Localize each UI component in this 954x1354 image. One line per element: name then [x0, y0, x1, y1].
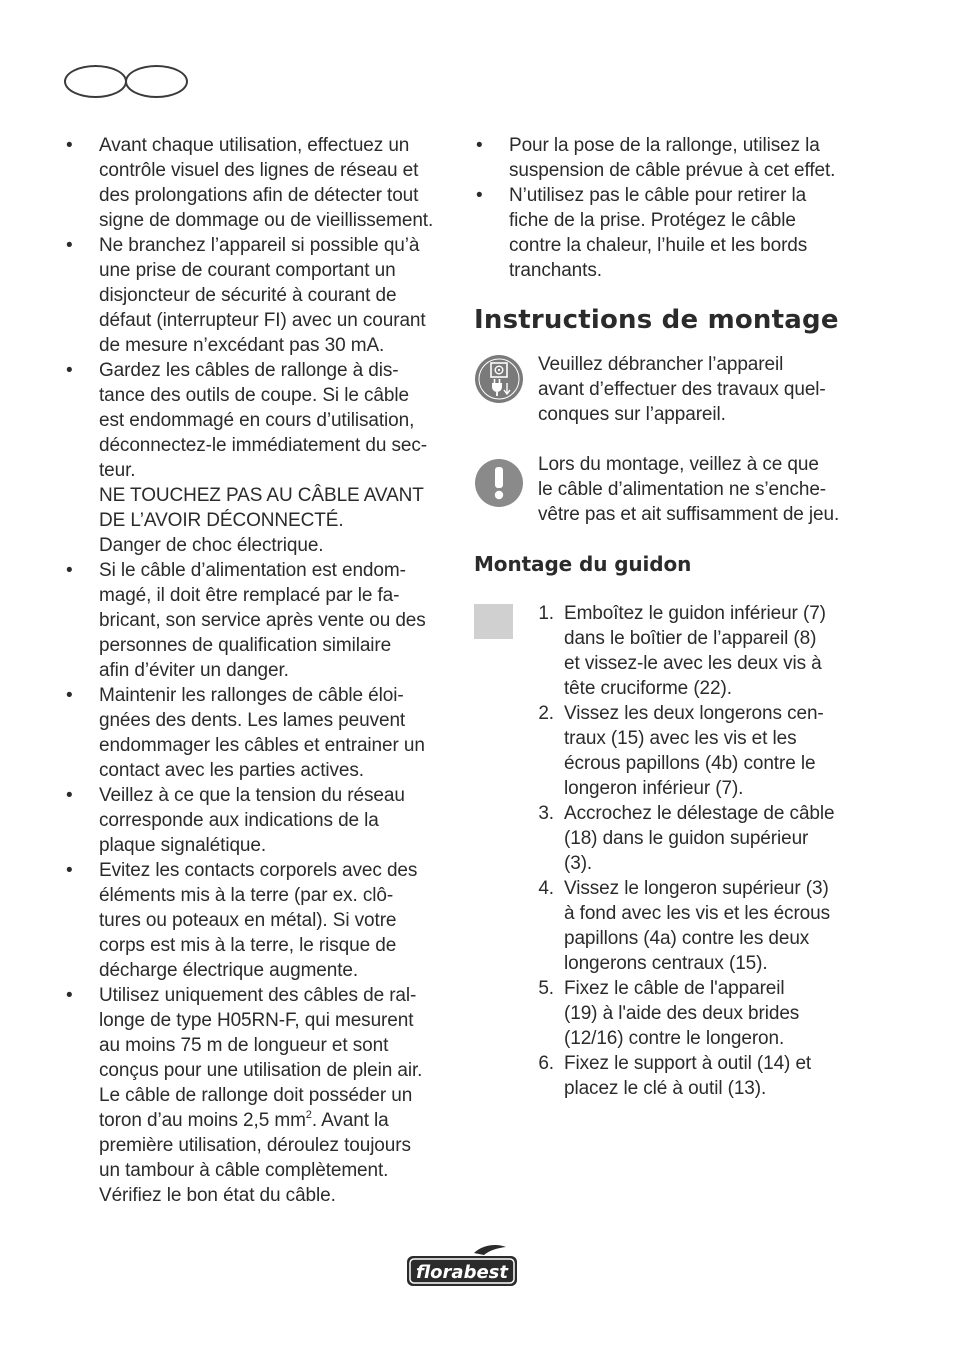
bullet-text-line: contrôle visuel des lignes de réseau et: [99, 160, 419, 181]
bullet-dot: •: [66, 785, 73, 806]
language-badge-left-oval: [64, 65, 127, 98]
left-bullet-item: [64, 683, 454, 783]
language-badge: [64, 65, 188, 98]
bullet-text-line: première utilisation, déroulez toujours: [99, 1135, 411, 1156]
notice-text-line: conques sur l’appareil.: [538, 404, 726, 425]
cable-warning-notice-text: [538, 452, 864, 527]
bullet-text-line: afin d’éviter un danger.: [99, 660, 289, 681]
bullet-text-line: NE TOUCHEZ PAS AU CÂBLE AVANT: [99, 485, 424, 506]
bullet-text-line: un tambour à câble complètement.: [99, 1160, 389, 1181]
bullet-text-line: longe de type H05RN-F, qui mesurent: [99, 1010, 414, 1031]
bullet-dot: •: [476, 185, 483, 206]
bullet-text-line: une prise de courant comportant un: [99, 260, 396, 281]
step-text-line: longerons centraux (15).: [564, 953, 768, 974]
step-text-line: Vissez le longeron supérieur (3): [564, 878, 829, 899]
left-column: [64, 133, 454, 1208]
bullet-text-line: disjoncteur de sécurité à courant de: [99, 285, 397, 306]
bullet-text-line: des prolongations afin de détecter tout: [99, 185, 419, 206]
left-bullet-item: [64, 558, 454, 683]
bullet-dot: •: [66, 360, 73, 381]
step-number: 5.: [538, 978, 554, 999]
step-text-line: à fond avec les vis et les écrous: [564, 903, 831, 924]
bullet-dot: •: [66, 860, 73, 881]
bullet-dot: •: [66, 685, 73, 706]
step-text-line: Emboîtez le guidon inférieur (7): [564, 603, 826, 624]
assembly-step: [524, 1051, 864, 1101]
bullet-text-line: Ne branchez l’appareil si possible qu’à: [99, 235, 420, 256]
bullet-dot: •: [66, 560, 73, 581]
bullet-text-line: endommager les câbles et entrainer un: [99, 735, 425, 756]
logo-text: florabest: [416, 1262, 508, 1283]
assembly-step: [524, 601, 864, 701]
step-text-line: (18) dans le guidon supérieur: [564, 828, 809, 849]
bullet-text-line: éléments mis à la terre (par ex. clô-: [99, 885, 394, 906]
assembly-steps: [474, 601, 864, 1101]
assembly-step: [524, 976, 864, 1051]
right-bullet-list: [474, 133, 864, 283]
bullet-text-line: est endommagé en cours d’utilisation,: [99, 410, 415, 431]
bullet-dot: •: [476, 135, 483, 156]
assembly-step: [524, 701, 864, 801]
right-bullet-item: [474, 133, 864, 183]
step-text-line: papillons (4a) contre les deux: [564, 928, 810, 949]
step-text-line: tête cruciforme (22).: [564, 678, 732, 699]
language-badge-right-oval: [125, 65, 188, 98]
bullet-text-line: personnes de qualification similaire: [99, 635, 392, 656]
bullet-text-line: au moins 75 m de longueur et sont: [99, 1035, 389, 1056]
left-bullet-item: [64, 783, 454, 858]
bullet-text-line: Le câble de rallonge doit posséder un: [99, 1085, 413, 1106]
assembly-step-list: [474, 601, 864, 1101]
figure-reference-box: [474, 604, 513, 639]
step-text-line: (3).: [564, 853, 593, 874]
left-bullet-list: [64, 133, 454, 1208]
warning-exclamation-icon: [474, 458, 524, 508]
bullet-dot: •: [66, 985, 73, 1006]
left-bullet-item: [64, 358, 454, 558]
step-text-line: (19) à l'aide des deux brides: [564, 1003, 800, 1024]
bullet-text-line: contre la chaleur, l’huile et les bords: [509, 235, 808, 256]
bullet-text-line: Pour la pose de la rallonge, utilisez la: [509, 135, 820, 156]
left-bullet-item: [64, 133, 454, 233]
notice-text-line: avant d’effectuer des travaux quel-: [538, 379, 826, 400]
bullet-text-line: décharge électrique augmente.: [99, 960, 359, 981]
bullet-text-line: Utilisez uniquement des câbles de ral-: [99, 985, 417, 1006]
notice-text-line: vêtre pas et ait suffisamment de jeu.: [538, 504, 840, 525]
left-bullet-item: [64, 233, 454, 358]
bullet-text-line: plaque signalétique.: [99, 835, 267, 856]
subsection-title: Montage du guidon: [474, 552, 692, 576]
bullet-text-line: Si le câble d’alimentation est endom-: [99, 560, 406, 581]
assembly-step: [524, 801, 864, 876]
bullet-text-line: magé, il doit être remplacé par le fa-: [99, 585, 400, 606]
bullet-text-line: teur.: [99, 460, 136, 481]
bullet-text-line: Maintenir les rallonges de câble éloi-: [99, 685, 404, 706]
bullet-text-line: DE L’AVOIR DÉCONNECTÉ.: [99, 510, 344, 531]
step-text-line: placez le clé à outil (13).: [564, 1078, 767, 1099]
bullet-text-line: contact avec les parties actives.: [99, 760, 364, 781]
bullet-text-line: Avant chaque utilisation, effectuez un: [99, 135, 410, 156]
bullet-text-line: Danger de choc électrique.: [99, 535, 324, 556]
unplug-notice-text: [538, 352, 864, 427]
bullet-text-line: corresponde aux indications de la: [99, 810, 379, 831]
right-bullet-item: [474, 183, 864, 283]
bullet-text-line: suspension de câble prévue à cet effet.: [509, 160, 836, 181]
bullet-text-line: conçus pour une utilisation de plein air.: [99, 1060, 423, 1081]
step-number: 3.: [538, 803, 554, 824]
bullet-text-line: fiche de la prise. Protégez le câble: [509, 210, 796, 231]
notice-text-line: Lors du montage, veillez à ce que: [538, 454, 819, 475]
bullet-text-line: Veillez à ce que la tension du réseau: [99, 785, 405, 806]
bullet-text-line: tranchants.: [509, 260, 602, 281]
left-bullet-item: [64, 858, 454, 983]
cable-warning-notice: [474, 452, 864, 527]
notice-text-line: le câble d’alimentation ne s’enche-: [538, 479, 827, 500]
superscript-2: 2: [305, 1108, 312, 1121]
step-number: 6.: [538, 1053, 554, 1074]
bullet-text-line: tures ou poteaux en métal). Si votre: [99, 910, 397, 931]
unplug-icon: [474, 354, 524, 404]
bullet-text-line: bricant, son service après vente ou des: [99, 610, 426, 631]
bullet-text-line: défaut (interrupteur FI) avec un courant: [99, 310, 426, 331]
bullet-text-line: déconnectez-le immédiatement du sec-: [99, 435, 428, 456]
step-number: 4.: [538, 878, 554, 899]
left-bullet-item: [64, 983, 454, 1208]
step-text-line: longeron inférieur (7).: [564, 778, 744, 799]
bullet-text-line: gnées des dents. Les lames peuvent: [99, 710, 406, 731]
unplug-notice: [474, 352, 864, 427]
right-column: [474, 133, 864, 1101]
step-text-line: écrous papillons (4b) contre le: [564, 753, 816, 774]
notice-text-line: Veuillez débrancher l’appareil: [538, 354, 784, 375]
bullet-dot: •: [66, 235, 73, 256]
step-text-line: Fixez le support à outil (14) et: [564, 1053, 812, 1074]
bullet-text-line: [99, 1108, 454, 1133]
bullet-text-line: Evitez les contacts corporels avec des: [99, 860, 418, 881]
step-number: 1.: [538, 603, 554, 624]
step-text-line: Fixez le câble de l'appareil: [564, 978, 785, 999]
bullet-text-fragment: . Avant la: [311, 1110, 389, 1131]
florabest-logo: [404, 1243, 520, 1291]
bullet-text-line: tance des outils de coupe. Si le câble: [99, 385, 409, 406]
step-text-line: traux (15) avec les vis et les: [564, 728, 797, 749]
step-text-line: (12/16) contre le longeron.: [564, 1028, 785, 1049]
bullet-text-line: Gardez les câbles de rallonge à dis-: [99, 360, 399, 381]
step-text-line: Vissez les deux longerons cen-: [564, 703, 824, 724]
bullet-text-fragment: toron d’au moins 2,5 mm: [99, 1110, 306, 1131]
step-text-line: Accrochez le délestage de câble: [564, 803, 835, 824]
step-text-line: et vissez-le avec les deux vis à: [564, 653, 822, 674]
bullet-text-line: signe de dommage ou de vieillissement.: [99, 210, 434, 231]
bullet-text-line: Vérifiez le bon état du câble.: [99, 1185, 336, 1206]
bullet-dot: •: [66, 135, 73, 156]
bullet-text-line: de mesure n’excédant pas 30 mA.: [99, 335, 385, 356]
step-number: 2.: [538, 703, 554, 724]
assembly-step: [524, 876, 864, 976]
section-title: Instructions de montage: [474, 305, 839, 335]
bullet-text-line: corps est mis à la terre, le risque de: [99, 935, 397, 956]
step-text-line: dans le boîtier de l’appareil (8): [564, 628, 817, 649]
bullet-text-line: N’utilisez pas le câble pour retirer la: [509, 185, 807, 206]
